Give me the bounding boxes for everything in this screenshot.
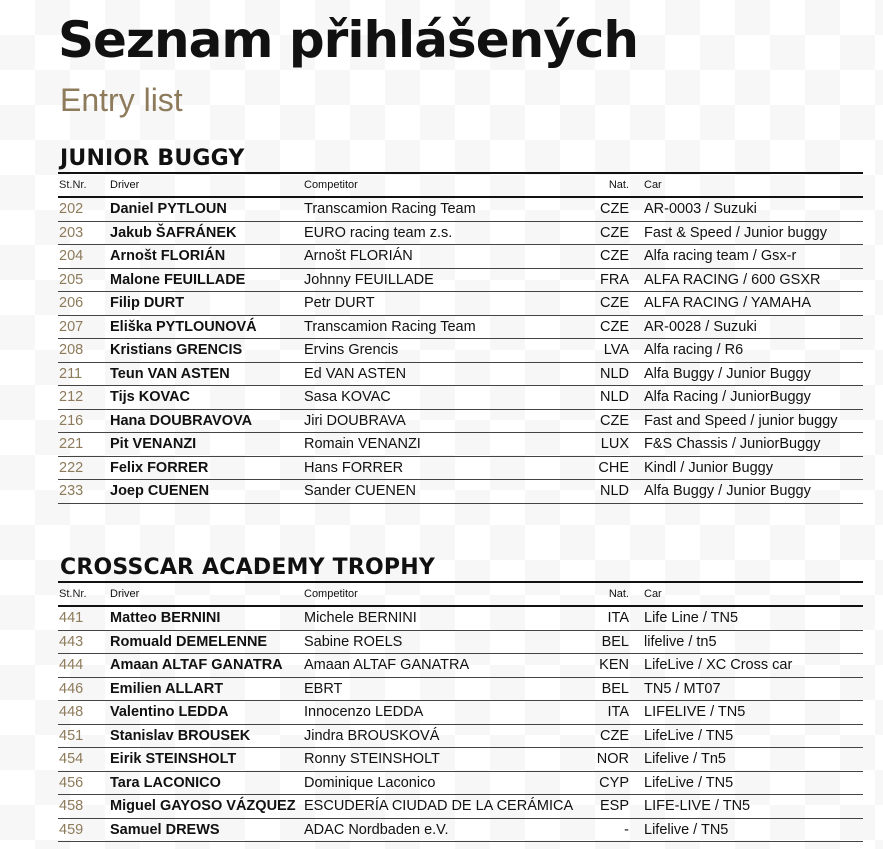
start-number: 459 bbox=[59, 821, 84, 838]
start-number: 222 bbox=[59, 459, 84, 476]
car-name: Fast and Speed / junior buggy bbox=[644, 412, 838, 429]
driver-name: Miguel GAYOSO VÁZQUEZ bbox=[110, 798, 296, 814]
competitor-name: Amaan ALTAF GANATRA bbox=[304, 657, 470, 673]
competitor-name: Innocenzo LEDDA bbox=[304, 704, 424, 720]
car-name: ALFA RACING / 600 GSXR bbox=[644, 271, 821, 288]
competitor-name: Transcamion Racing Team bbox=[304, 318, 476, 335]
table-row bbox=[58, 198, 863, 222]
start-number: 204 bbox=[59, 248, 84, 264]
car-name: ALFA RACING / YAMAHA bbox=[644, 295, 812, 311]
nationality: CZE bbox=[600, 224, 629, 241]
start-number: 443 bbox=[59, 633, 84, 650]
competitor-name: Ed VAN ASTEN bbox=[304, 365, 407, 382]
start-number: 456 bbox=[59, 774, 84, 791]
header-nat: Nat. bbox=[608, 179, 629, 191]
nationality: CZE bbox=[600, 318, 629, 335]
table-row bbox=[58, 269, 863, 293]
table-row bbox=[58, 410, 863, 434]
driver-name: Kristians GRENCIS bbox=[110, 342, 243, 358]
start-number: 441 bbox=[59, 610, 84, 626]
header-nat: Nat. bbox=[608, 588, 629, 600]
table-row bbox=[58, 701, 863, 725]
competitor-name: Dominique Laconico bbox=[304, 774, 436, 791]
driver-name: Tara LACONICO bbox=[110, 774, 221, 791]
nationality: KEN bbox=[599, 657, 629, 673]
competitor-name: EURO racing team z.s. bbox=[304, 224, 453, 241]
car-name: Alfa Buggy / Junior Buggy bbox=[644, 365, 811, 382]
driver-name: Eirik STEINSHOLT bbox=[110, 751, 237, 767]
driver-name: Joep CUENEN bbox=[110, 483, 210, 499]
competitor-name: Michele BERNINI bbox=[304, 610, 417, 626]
nationality: CZE bbox=[600, 727, 629, 744]
nationality: CZE bbox=[600, 201, 629, 217]
table-row bbox=[58, 363, 863, 387]
competitor-name: Sabine ROELS bbox=[304, 633, 403, 650]
car-name: Lifelive / Tn5 bbox=[644, 751, 726, 767]
table-row bbox=[58, 772, 863, 796]
car-name: Fast & Speed / Junior buggy bbox=[644, 224, 827, 241]
table-row bbox=[58, 748, 863, 772]
start-number: 451 bbox=[59, 727, 84, 744]
start-number: 216 bbox=[59, 412, 84, 429]
table-row bbox=[58, 631, 863, 655]
nationality: ITA bbox=[607, 610, 629, 626]
car-name: Life Line / TN5 bbox=[644, 610, 739, 626]
table-row bbox=[58, 222, 863, 246]
table-body bbox=[58, 607, 863, 842]
competitor-name: Hans FORRER bbox=[304, 459, 404, 476]
table-row bbox=[58, 654, 863, 678]
table-row bbox=[58, 795, 863, 819]
section-junior-buggy bbox=[58, 146, 863, 504]
header-driver: Driver bbox=[110, 179, 140, 191]
nationality: NOR bbox=[596, 751, 629, 767]
start-number: 454 bbox=[59, 751, 84, 767]
nationality: CZE bbox=[600, 248, 629, 264]
header-car: Car bbox=[644, 588, 662, 600]
driver-name: Jakub ŠAFRÁNEK bbox=[110, 224, 237, 241]
nationality: BEL bbox=[601, 633, 629, 650]
start-number: 203 bbox=[59, 224, 84, 241]
car-name: Alfa Racing / JuniorBuggy bbox=[644, 389, 811, 405]
table-header bbox=[58, 581, 863, 607]
nationality: NLD bbox=[599, 365, 629, 382]
competitor-name: Jiri DOUBRAVA bbox=[304, 412, 406, 429]
competitor-name: EBRT bbox=[304, 680, 343, 697]
competitor-name: Transcamion Racing Team bbox=[304, 201, 476, 217]
car-name: lifelive / tn5 bbox=[644, 633, 717, 650]
driver-name: Teun VAN ASTEN bbox=[110, 365, 230, 382]
header-driver: Driver bbox=[110, 588, 140, 600]
start-number: 205 bbox=[59, 271, 84, 288]
table-row bbox=[58, 245, 863, 269]
competitor-name: Jindra BROUSKOVÁ bbox=[304, 727, 440, 744]
table-row bbox=[58, 457, 863, 481]
start-number: 206 bbox=[59, 295, 84, 311]
car-name: Alfa Buggy / Junior Buggy bbox=[644, 483, 811, 499]
competitor-name: Johnny FEUILLADE bbox=[304, 271, 434, 288]
nationality: CZE bbox=[600, 412, 629, 429]
table-header bbox=[58, 172, 863, 198]
table-body bbox=[58, 198, 863, 504]
car-name: Alfa racing team / Gsx-r bbox=[644, 248, 797, 264]
competitor-name: Sander CUENEN bbox=[304, 483, 417, 499]
nationality: FRA bbox=[600, 271, 629, 288]
driver-name: Eliška PYTLOUNOVÁ bbox=[110, 318, 257, 335]
driver-name: Stanislav BROUSEK bbox=[110, 727, 251, 744]
driver-name: Hana DOUBRAVOVA bbox=[110, 412, 253, 429]
driver-name: Valentino LEDDA bbox=[110, 704, 229, 720]
competitor-name: Ervins Grencis bbox=[304, 342, 399, 358]
car-name: Lifelive / TN5 bbox=[644, 821, 729, 838]
table-row bbox=[58, 480, 863, 504]
start-number: 212 bbox=[59, 389, 84, 405]
start-number: 211 bbox=[59, 365, 83, 382]
driver-name: Pit VENANZI bbox=[110, 436, 197, 452]
header-competitor: Competitor bbox=[304, 588, 358, 600]
competitor-name: ADAC Nordbaden e.V. bbox=[304, 821, 449, 838]
competitor-name: Sasa KOVAC bbox=[304, 389, 391, 405]
competitor-name: Romain VENANZI bbox=[304, 436, 421, 452]
table-row bbox=[58, 386, 863, 410]
nationality: CYP bbox=[599, 774, 629, 791]
start-number: 207 bbox=[59, 318, 84, 335]
car-name: LifeLive / XC Cross car bbox=[644, 657, 793, 673]
car-name: LIFELIVE / TN5 bbox=[644, 704, 746, 720]
start-number: 202 bbox=[59, 201, 84, 217]
header-car: Car bbox=[644, 179, 662, 191]
car-name: Alfa racing / R6 bbox=[644, 342, 744, 358]
driver-name: Arnošt FLORIÁN bbox=[110, 248, 226, 264]
table-row bbox=[58, 339, 863, 363]
car-name: TN5 / MT07 bbox=[644, 680, 721, 697]
start-number: 221 bbox=[59, 436, 84, 452]
car-name: AR-0028 / Suzuki bbox=[644, 318, 757, 335]
nationality: LUX bbox=[600, 436, 629, 452]
driver-name: Samuel DREWS bbox=[110, 821, 220, 838]
start-number: 444 bbox=[59, 657, 84, 673]
competitor-name: Petr DURT bbox=[304, 295, 375, 311]
nationality: CHE bbox=[598, 459, 629, 476]
competitor-name: Ronny STEINSHOLT bbox=[304, 751, 440, 767]
page-title: Seznam přihlášených bbox=[58, 11, 639, 69]
start-number: 446 bbox=[59, 680, 84, 697]
driver-name: Filip DURT bbox=[110, 295, 185, 311]
driver-name: Malone FEUILLADE bbox=[110, 271, 246, 288]
table-row bbox=[58, 316, 863, 340]
driver-name: Tijs KOVAC bbox=[110, 389, 191, 405]
car-name: AR-0003 / Suzuki bbox=[644, 201, 757, 217]
table-row bbox=[58, 725, 863, 749]
table-row bbox=[58, 433, 863, 457]
nationality: NLD bbox=[599, 389, 629, 405]
car-name: LifeLive / TN5 bbox=[644, 774, 734, 791]
page-subtitle: Entry list bbox=[60, 82, 183, 118]
nationality: - bbox=[624, 821, 629, 838]
header-competitor: Competitor bbox=[304, 179, 358, 191]
nationality: ITA bbox=[607, 704, 629, 720]
table-row bbox=[58, 292, 863, 316]
driver-name: Amaan ALTAF GANATRA bbox=[110, 657, 283, 673]
car-name: LIFE-LIVE / TN5 bbox=[644, 798, 751, 814]
driver-name: Daniel PYTLOUN bbox=[110, 201, 227, 217]
car-name: LifeLive / TN5 bbox=[644, 727, 734, 744]
table-row bbox=[58, 607, 863, 631]
header-nr: St.Nr. bbox=[59, 588, 87, 600]
section-title: CROSSCAR ACADEMY TROPHY bbox=[60, 555, 435, 580]
section-crosscar-academy-trophy bbox=[58, 555, 863, 842]
table-row bbox=[58, 678, 863, 702]
nationality: CZE bbox=[600, 295, 629, 311]
driver-name: Felix FORRER bbox=[110, 459, 209, 476]
start-number: 448 bbox=[59, 704, 84, 720]
nationality: ESP bbox=[599, 798, 629, 814]
start-number: 233 bbox=[59, 483, 84, 499]
nationality: NLD bbox=[599, 483, 629, 499]
car-name: Kindl / Junior Buggy bbox=[644, 459, 773, 476]
driver-name: Matteo BERNINI bbox=[110, 610, 221, 626]
start-number: 208 bbox=[59, 342, 84, 358]
nationality: BEL bbox=[601, 680, 629, 697]
header-nr: St.Nr. bbox=[59, 179, 87, 191]
car-name: F&S Chassis / JuniorBuggy bbox=[644, 436, 821, 452]
competitor-name: ESCUDERÍA CIUDAD DE LA CERÁMICA bbox=[304, 798, 574, 814]
driver-name: Romuald DEMELENNE bbox=[110, 633, 268, 650]
competitor-name: Arnošt FLORIÁN bbox=[304, 248, 413, 264]
section-title: JUNIOR BUGGY bbox=[60, 146, 245, 171]
start-number: 458 bbox=[59, 798, 84, 814]
table-row bbox=[58, 819, 863, 843]
driver-name: Emilien ALLART bbox=[110, 680, 224, 697]
nationality: LVA bbox=[603, 342, 629, 358]
